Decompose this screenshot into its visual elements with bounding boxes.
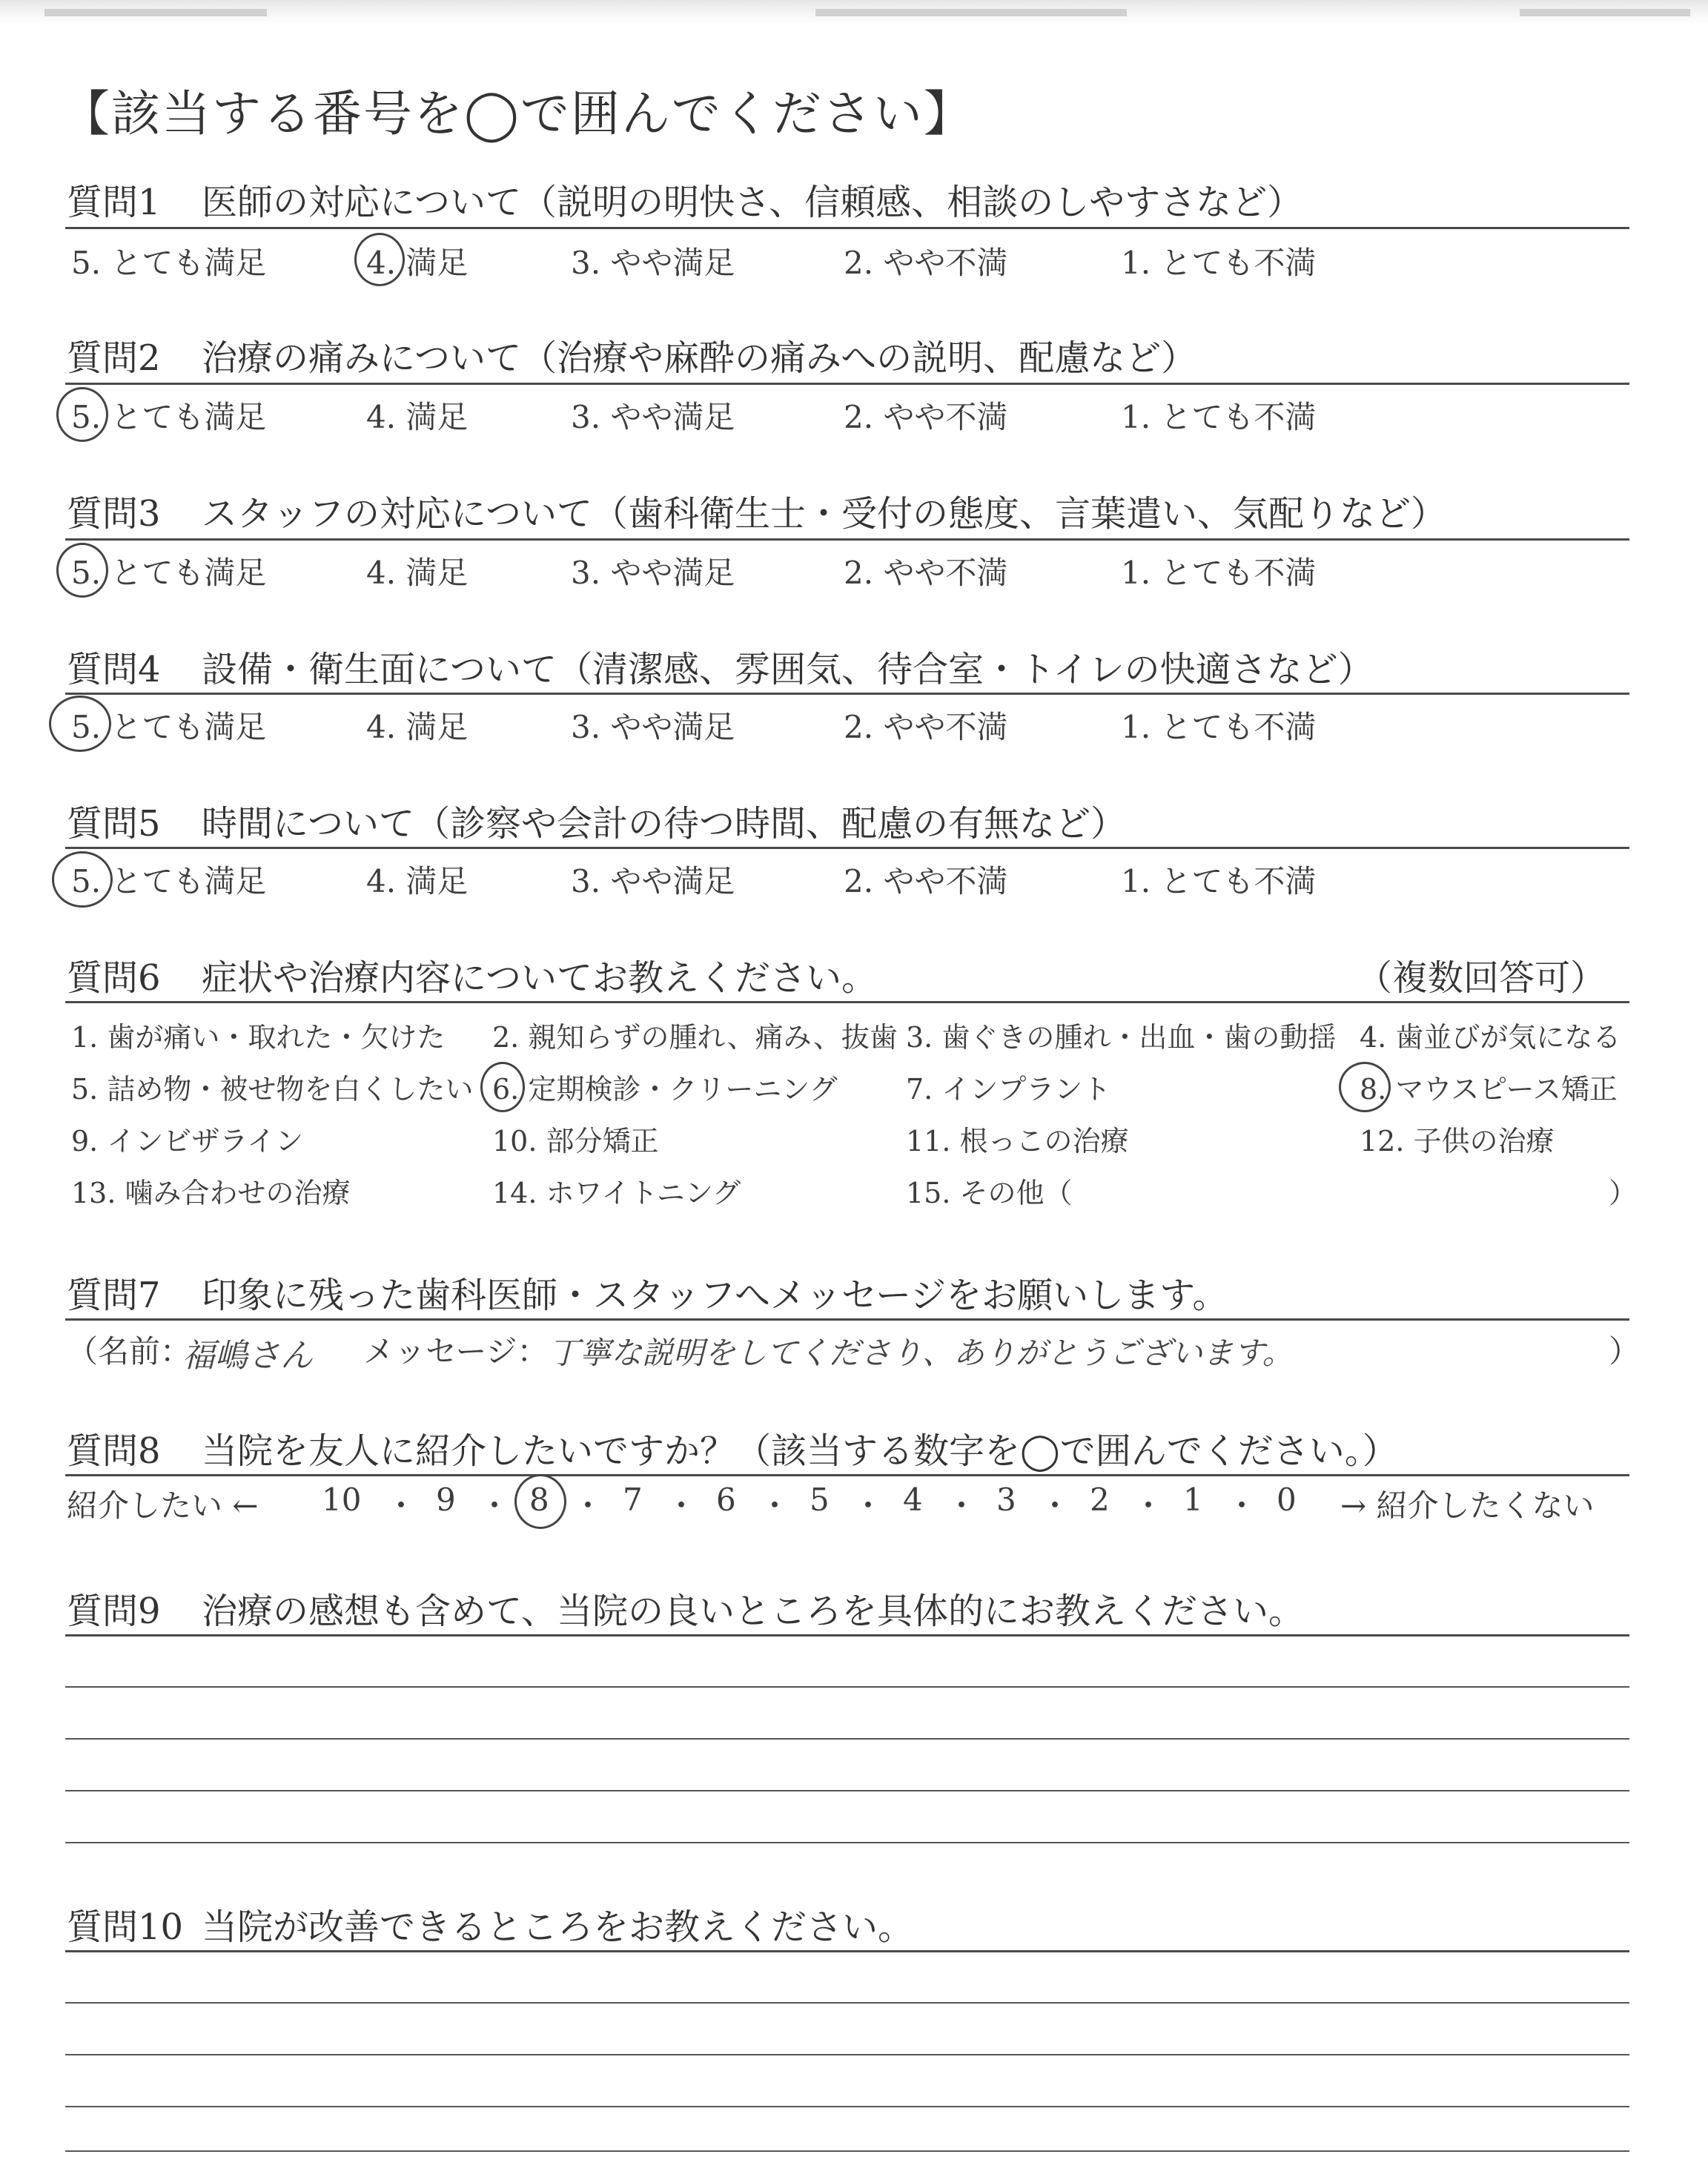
q3-label: 質問3	[67, 493, 161, 535]
q6-option-8[interactable]: 8. マウスピース矯正	[1360, 1073, 1618, 1106]
scan-mark	[815, 9, 1127, 16]
q6-label: 質問6	[67, 957, 161, 999]
q2-option-3[interactable]: 3. やや満足	[571, 399, 735, 435]
q7-name-label: （名前：	[67, 1333, 192, 1370]
q8-dot: ・	[946, 1487, 978, 1524]
q3-rule	[65, 538, 1629, 541]
q8-text: 当院を友人に紹介したいですか？（該当する数字を◯で囲んでください。）	[202, 1430, 1398, 1472]
page-title: 【該当する番号を◯で囲んでください】	[61, 85, 974, 142]
q6-option-15-close: ）	[1609, 1177, 1638, 1209]
q10-writing-line[interactable]	[65, 2054, 1629, 2055]
q7-close-paren: ）	[1609, 1333, 1641, 1370]
q5-option-1[interactable]: 1. とても不満	[1121, 863, 1317, 899]
q8-score-4[interactable]: 4	[903, 1482, 923, 1518]
q1-option-4[interactable]: 4. 満足	[366, 245, 469, 281]
q4-option-1[interactable]: 1. とても不満	[1121, 709, 1317, 745]
scan-mark	[44, 9, 267, 16]
q8-selection-circle	[514, 1474, 566, 1529]
q4-option-3[interactable]: 3. やや満足	[571, 709, 735, 745]
q3-option-1[interactable]: 1. とても不満	[1121, 555, 1317, 591]
q1-option-3[interactable]: 3. やや満足	[571, 245, 735, 281]
q10-writing-line[interactable]	[65, 2150, 1629, 2152]
q8-left-label: 紹介したい ←	[67, 1487, 259, 1524]
q8-score-5[interactable]: 5	[810, 1482, 830, 1518]
q10-label: 質問10	[67, 1906, 184, 1948]
q8-score-0[interactable]: 0	[1277, 1482, 1297, 1518]
q8-dot: ・	[759, 1487, 791, 1524]
q9-text: 治療の感想も含めて、当院の良いところを具体的にお教えください。	[202, 1591, 1305, 1632]
q6-text: 症状や治療内容についてお教えください。	[202, 957, 878, 999]
q7-text: 印象に残った歯科医師・スタッフへメッセージをお願いします。	[202, 1275, 1228, 1316]
q6-option-9[interactable]: 9. インビザライン	[71, 1125, 304, 1157]
q6-rule	[65, 1001, 1629, 1003]
q6-option-2[interactable]: 2. 親知らずの腫れ、痛み、抜歯	[492, 1021, 898, 1054]
q4-option-5[interactable]: 5. とても満足	[71, 709, 267, 745]
q7-label: 質問7	[67, 1275, 161, 1316]
q10-writing-line[interactable]	[65, 2002, 1629, 2004]
q1-label: 質問1	[67, 182, 161, 223]
q8-score-6[interactable]: 6	[716, 1482, 736, 1518]
q2-label: 質問2	[67, 337, 161, 379]
q5-label: 質問5	[67, 803, 161, 845]
q6-option-5[interactable]: 5. 詰め物・被せ物を白くしたい	[71, 1073, 474, 1106]
q3-option-2[interactable]: 2. やや不満	[844, 555, 1008, 591]
q8-score-3[interactable]: 3	[996, 1482, 1016, 1518]
q4-text: 設備・衛生面について（清潔感、雰囲気、待合室・トイレの快適さなど）	[202, 649, 1374, 690]
q8-score-7[interactable]: 7	[623, 1482, 643, 1518]
q3-text: スタッフの対応について（歯科衛生士・受付の態度、言葉遣い、気配りなど）	[202, 493, 1447, 535]
q6-option-14[interactable]: 14. ホワイトニング	[492, 1177, 741, 1209]
q6-selection-circle-6	[480, 1062, 525, 1112]
q1-option-2[interactable]: 2. やや不満	[844, 245, 1008, 281]
q8-dot: ・	[572, 1487, 604, 1524]
q10-writing-line[interactable]	[65, 2106, 1629, 2107]
q8-score-8[interactable]: 8	[529, 1482, 549, 1518]
q8-score-10[interactable]: 10	[322, 1482, 362, 1518]
q8-score-9[interactable]: 9	[436, 1482, 456, 1518]
q6-selection-circle-8	[1339, 1062, 1391, 1112]
q4-label: 質問4	[67, 649, 161, 690]
q6-option-4[interactable]: 4. 歯並びが気になる	[1360, 1021, 1621, 1054]
q6-option-1[interactable]: 1. 歯が痛い・取れた・欠けた	[71, 1021, 446, 1054]
q2-option-4[interactable]: 4. 満足	[366, 399, 469, 435]
q8-dot: ・	[1133, 1487, 1165, 1524]
q6-note: （複数回答可）	[1357, 957, 1606, 999]
q8-dot: ・	[479, 1487, 511, 1524]
q8-label: 質問8	[67, 1430, 161, 1472]
q9-writing-line[interactable]	[65, 1842, 1629, 1843]
q2-option-5[interactable]: 5. とても満足	[71, 399, 267, 435]
q3-option-5[interactable]: 5. とても満足	[71, 555, 267, 591]
q8-rule	[65, 1474, 1629, 1476]
q9-writing-line[interactable]	[65, 1738, 1629, 1740]
q7-name-value[interactable]: 福嶋さん	[182, 1337, 313, 1375]
q4-option-4[interactable]: 4. 満足	[366, 709, 469, 745]
q3-option-4[interactable]: 4. 満足	[366, 555, 469, 591]
q4-selection-circle	[49, 696, 111, 752]
q6-option-12[interactable]: 12. 子供の治療	[1360, 1125, 1555, 1157]
q3-selection-circle	[56, 543, 108, 598]
q9-rule	[65, 1634, 1629, 1636]
q6-option-6[interactable]: 6. 定期検診・クリーニング	[492, 1073, 838, 1106]
q9-label: 質問9	[67, 1591, 161, 1632]
q5-option-3[interactable]: 3. やや満足	[571, 863, 735, 899]
q10-rule	[65, 1950, 1629, 1952]
q6-option-7[interactable]: 7. インプラント	[906, 1073, 1111, 1106]
q5-option-4[interactable]: 4. 満足	[366, 863, 469, 899]
q9-writing-line[interactable]	[65, 1790, 1629, 1791]
q6-option-13[interactable]: 13. 噛み合わせの治療	[71, 1177, 351, 1209]
q2-text: 治療の痛みについて（治療や麻酔の痛みへの説明、配慮など）	[202, 337, 1197, 379]
q9-writing-line[interactable]	[65, 1686, 1629, 1688]
q7-message-label: メッセージ：	[363, 1333, 549, 1370]
q10-text: 当院が改善できるところをお教えください。	[202, 1906, 914, 1948]
q5-text: 時間について（診察や会計の待つ時間、配慮の有無など）	[202, 803, 1127, 845]
q4-option-2[interactable]: 2. やや不満	[844, 709, 1008, 745]
q5-option-2[interactable]: 2. やや不満	[844, 863, 1008, 899]
q6-option-3[interactable]: 3. 歯ぐきの腫れ・出血・歯の動揺	[906, 1021, 1337, 1054]
q7-rule	[65, 1318, 1629, 1321]
q1-selection-circle	[354, 233, 405, 286]
q8-dot: ・	[666, 1487, 698, 1524]
q6-option-15[interactable]: 15. その他（	[906, 1177, 1073, 1209]
q2-rule	[65, 383, 1629, 385]
q2-selection-circle	[56, 387, 108, 442]
q8-dot: ・	[853, 1487, 884, 1524]
q5-selection-circle	[52, 851, 113, 908]
q6-option-10[interactable]: 10. 部分矯正	[492, 1125, 659, 1157]
q1-text: 医師の対応について（説明の明快さ、信頼感、相談のしやすさなど）	[202, 182, 1303, 223]
q1-option-1[interactable]: 1. とても不満	[1121, 245, 1317, 281]
q5-option-5[interactable]: 5. とても満足	[71, 863, 267, 899]
q8-right-label: → 紹介したくない	[1340, 1487, 1595, 1524]
q8-score-2[interactable]: 2	[1090, 1482, 1110, 1518]
q1-option-5[interactable]: 5. とても満足	[71, 245, 267, 281]
q2-option-2[interactable]: 2. やや不満	[844, 399, 1008, 435]
q7-message-value[interactable]: 丁寧な説明をしてくださり、ありがとうございます。	[549, 1335, 1294, 1371]
q8-dot: ・	[1226, 1487, 1258, 1524]
q6-option-11[interactable]: 11. 根っこの治療	[906, 1125, 1129, 1157]
scan-mark	[1520, 9, 1690, 16]
q1-rule	[65, 227, 1629, 229]
q5-rule	[65, 847, 1629, 849]
q8-dot: ・	[385, 1487, 417, 1524]
q8-dot: ・	[1039, 1487, 1071, 1524]
q3-option-3[interactable]: 3. やや満足	[571, 555, 735, 591]
q4-rule	[65, 693, 1629, 695]
q8-score-1[interactable]: 1	[1183, 1482, 1203, 1518]
q2-option-1[interactable]: 1. とても不満	[1121, 399, 1317, 435]
